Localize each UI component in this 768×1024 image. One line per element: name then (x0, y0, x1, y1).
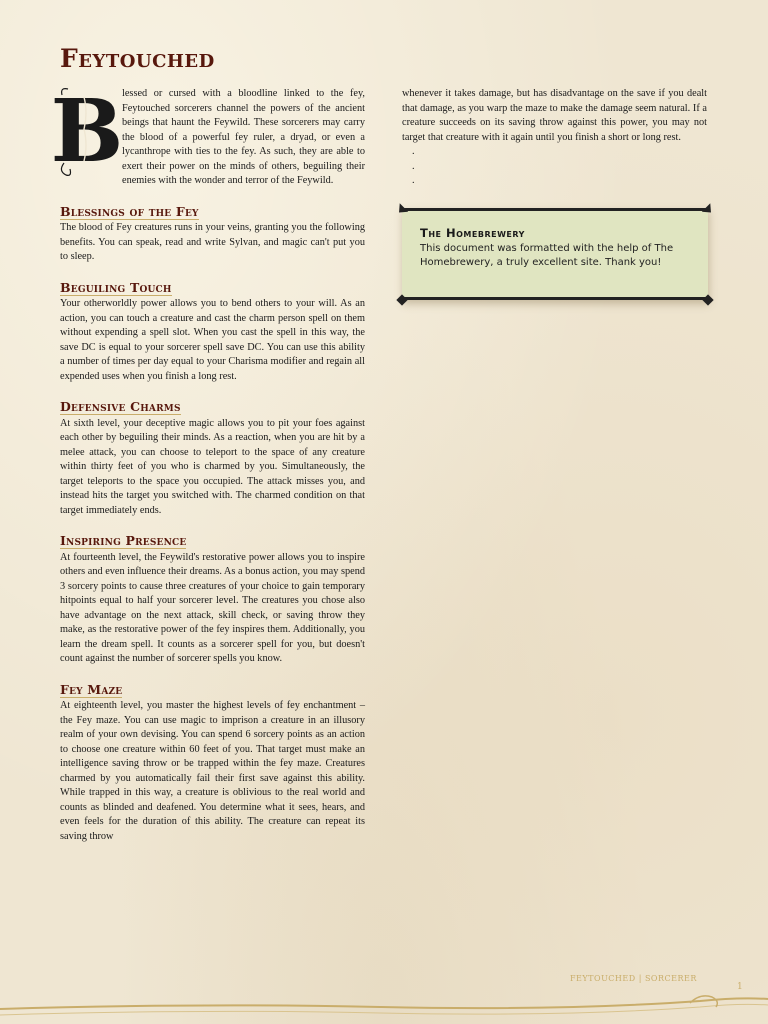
dropcap-glyph: B (50, 81, 124, 182)
dot: . (412, 175, 415, 186)
section-heading: Defensive Charms (60, 399, 181, 414)
section-defensive-charms (60, 384, 365, 518)
intro-block (50, 81, 365, 189)
intro-paragraph: lessed or cursed with a bloodline linked to the fey, Feytouched sorcerers channel the powers of the ancient beings that haunt the Feywild. These sorcerers may carry the blood of a powerful fey ruler, a dryad, or even a lycanthrope with ties to the fey. As such, they are able to exert their power on the minds of others, beguiling their enemies with the wonder and terror of the Feywild. (122, 88, 365, 186)
section-blessings (60, 189, 365, 265)
dropcap-letter (50, 81, 124, 183)
note-title: The Homebrewery (420, 226, 525, 240)
right-column (402, 87, 707, 189)
section-heading: Inspiring Presence (60, 533, 187, 548)
section-body: At eighteenth level, you master the highest levels of fey enchantment – the Fey maze. You can use magic to imprison a creature in an illusory realm of your own devising. You can spend 6 sorcery points as an action to choose one creature within 60 feet of you. That target must make an intelligence saving throw or be trapped within the fey maze. Creatures charmed by you automatically fail their first save against this ability. While trapped in this way, a creature is oblivious to the real world and counts as blinded and deafened. You determine what it sees, hears, and even feels for the duration of this ability. The creature can repeat its saving throw (60, 700, 365, 842)
section-body: The blood of Fey creatures runs in your veins, granting you the following benefits. You can speak, read and write Sylvan, and magic can't put you to sleep. (60, 222, 365, 262)
page-number: 1 (737, 982, 743, 992)
dot: . (412, 146, 415, 157)
section-fey-maze (60, 667, 365, 845)
section-body: Your otherworldly power allows you to bend others to your will. As an action, you can touch a creature and cast the charm person spell on them without expending a spell slot. When you cast the spell in this way, the save DC is equal to your sorcerer spell save DC. You can use this ability a number of times per day equal to your Charisma modifier and regain all expended uses when you finish a long rest. (60, 298, 365, 382)
continuation-paragraph: whenever it takes damage, but has disadvantage on the save if you dealt that damage, as you warp the maze to make the damage seem natural. If a creature succeeds on its saving throw against this power, you may not target that creature with it again until you finish a short or long rest. (402, 88, 707, 143)
section-heading: Blessings of the Fey (60, 203, 199, 219)
left-column (50, 81, 365, 844)
homebrewery-note-box (402, 208, 708, 300)
footer-label: FEYTOUCHED | SORCERER (570, 974, 697, 983)
section-body: At sixth level, your deceptive magic allows you to pit your foes against each other by beguiling their minds. As a reaction, when you are hit by a melee attack, you can choose to teleport to the space of any creature within thirty feet of you who is charmed by you. Simultaneously, the target teleports to the space you occupied. The attack misses you, and instead hits the target you switched with. The charmed condition on that target immediately ends. (60, 417, 365, 516)
note-corner-decoration (396, 294, 407, 305)
section-heading: Fey Maze (60, 681, 123, 697)
section-inspiring-presence (60, 518, 365, 667)
section-body: At fourteenth level, the Feywild's restorative power allows you to inspire others and even influence their dreams. As a bonus action, you may spend 3 sorcery points to cause three creatures of your choice to gain temporary hitpoints equal to half your sorcerer level. The creatures you chose also have advantage on the next attack, skill check, or saving throw they make, as the restorative power of the fey inspires them. Additionally, you learn the dream spell. It counts as a sorcerer spell for you, but doesn't count against the number of sorcerer spells you know. (60, 551, 365, 664)
dot-spacers (412, 145, 707, 189)
footer-ornament (0, 985, 768, 1024)
page-title: Feytouched (60, 44, 215, 73)
dot: . (412, 160, 415, 172)
section-heading: Beguiling Touch (60, 279, 172, 295)
section-beguiling-touch (60, 265, 365, 385)
note-body: This document was formatted with the help of The Homebrewery, a truly excellent site. Thank you! (420, 243, 674, 268)
note-corner-decoration (702, 294, 713, 305)
